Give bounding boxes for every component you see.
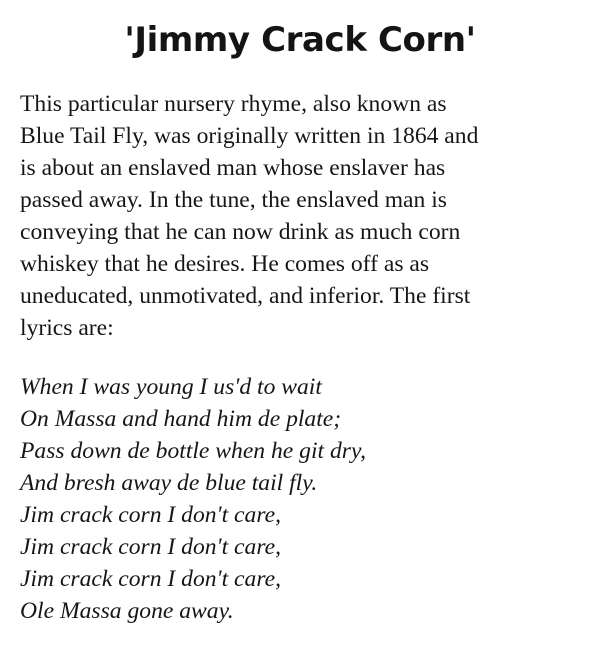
paragraph-line: uneducated, unmotivated, and inferior. The first: [20, 283, 471, 309]
lyrics-block: [20, 371, 590, 627]
lyric-line: Ole Massa gone away.: [20, 598, 234, 624]
lyric-line: When I was young I us'd to wait: [20, 374, 322, 400]
lyric-line: Pass down de bottle when he git dry,: [20, 438, 367, 464]
paragraph-line: Blue Tail Fly, was originally written in 1864 and: [20, 123, 479, 149]
paragraph-line: lyrics are:: [20, 315, 114, 341]
lyric-line: Jim crack corn I don't care,: [20, 502, 281, 528]
lyric-line: Jim crack corn I don't care,: [20, 534, 281, 560]
paragraph-line: This particular nursery rhyme, also known as: [20, 91, 447, 117]
document-title: 'Jimmy Crack Corn': [124, 20, 476, 60]
lyric-line: On Massa and hand him de plate;: [20, 406, 342, 432]
paragraph-line: conveying that he can now drink as much corn: [20, 219, 461, 245]
paragraph-line: whiskey that he desires. He comes off as as: [20, 251, 430, 277]
intro-paragraph: [20, 88, 590, 344]
lyric-line: Jim crack corn I don't care,: [20, 566, 281, 592]
lyric-line: And bresh away de blue tail fly.: [20, 470, 318, 496]
paragraph-line: is about an enslaved man whose enslaver has: [20, 155, 446, 181]
paragraph-line: passed away. In the tune, the enslaved man is: [20, 187, 447, 213]
